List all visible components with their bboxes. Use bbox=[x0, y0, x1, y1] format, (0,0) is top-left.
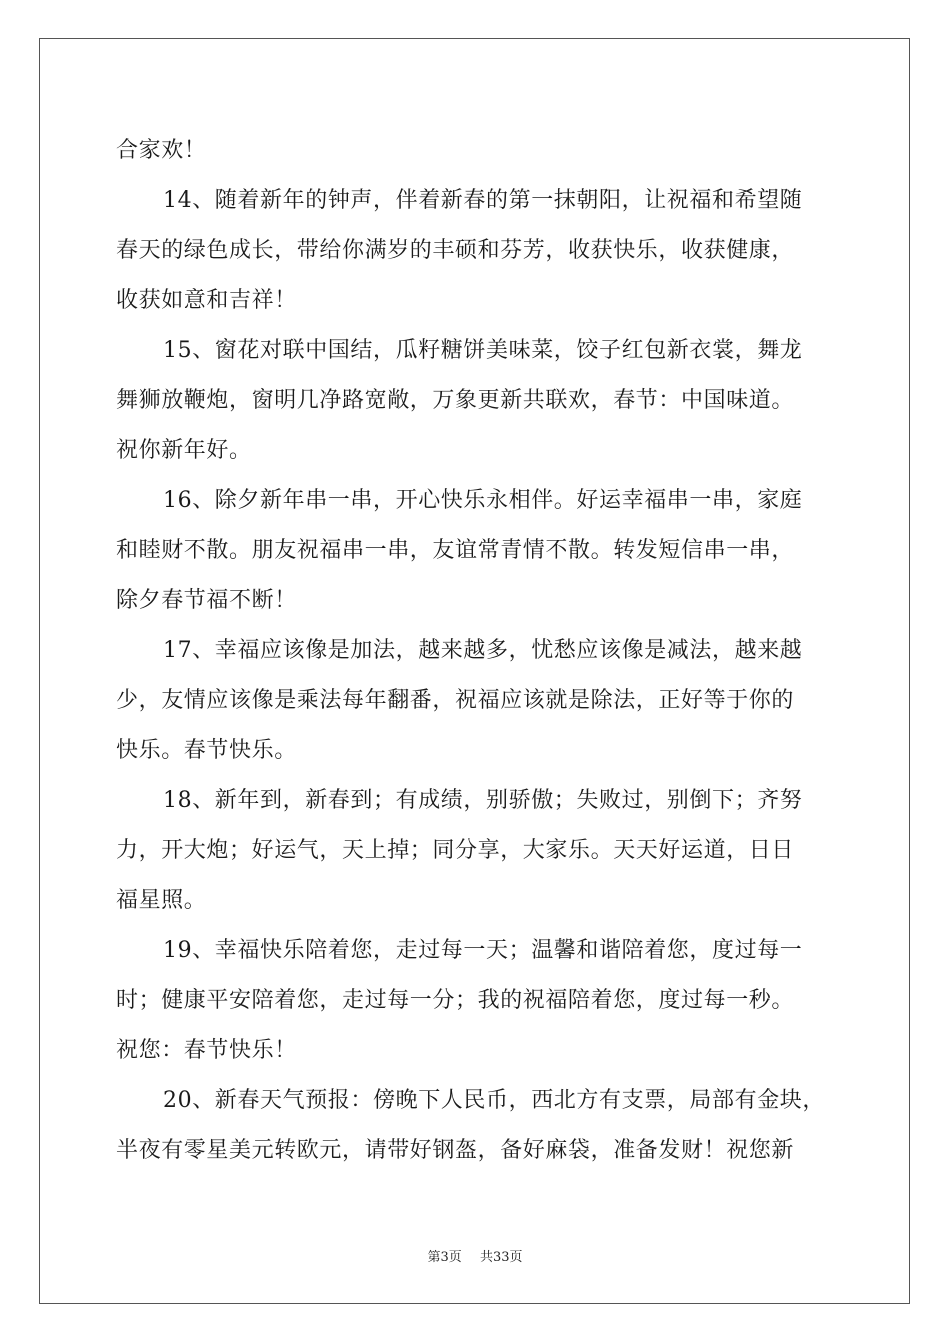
text-line: 时；健康平安陪着您，走过每一分；我的祝福陪着您，度过每一秒。 bbox=[116, 988, 795, 1013]
paragraph bbox=[116, 926, 834, 1076]
text-line: 14、随着新年的钟声，伴着新春的第一抹朝阳，让祝福和希望随 bbox=[163, 188, 803, 213]
paragraph bbox=[116, 476, 834, 626]
text-line: 19、幸福快乐陪着您，走过每一天；温馨和谐陪着您，度过每一 bbox=[163, 938, 803, 963]
text-line: 祝你新年好。 bbox=[116, 438, 252, 463]
page-footer bbox=[0, 1246, 950, 1265]
page-number: 第3页 bbox=[427, 1250, 462, 1265]
text-line: 舞狮放鞭炮，窗明几净路宽敞，万象更新共联欢，春节：中国味道。 bbox=[116, 388, 795, 413]
text-line: 福星照。 bbox=[116, 888, 207, 913]
text-line: 20、新春天气预报：傍晚下人民币，西北方有支票，局部有金块， bbox=[163, 1088, 825, 1113]
text-line: 除夕春节福不断！ bbox=[116, 588, 297, 613]
text-line: 快乐。春节快乐。 bbox=[116, 738, 297, 763]
page-total: 共33页 bbox=[479, 1250, 523, 1265]
text-line: 少，友情应该像是乘法每年翻番，祝福应该就是除法，正好等于你的 bbox=[116, 688, 795, 713]
text-line: 16、除夕新年串一串，开心快乐永相伴。好运幸福串一串，家庭 bbox=[163, 488, 803, 513]
paragraph bbox=[116, 326, 834, 476]
text-line: 15、窗花对联中国结，瓜籽糖饼美味菜，饺子红包新衣裳，舞龙 bbox=[163, 338, 803, 363]
text-line: 18、新年到，新春到；有成绩，别骄傲；失败过，别倒下；齐努 bbox=[163, 788, 803, 813]
document-body bbox=[116, 126, 834, 1176]
text-line: 和睦财不散。朋友祝福串一串，友谊常青情不散。转发短信串一串， bbox=[116, 538, 795, 563]
paragraph bbox=[116, 1076, 834, 1176]
text-line: 半夜有零星美元转欧元，请带好钢盔，备好麻袋，准备发财！祝您新 bbox=[116, 1138, 795, 1163]
text-line: 祝您：春节快乐！ bbox=[116, 1038, 297, 1063]
paragraph bbox=[116, 626, 834, 776]
text-line: 合家欢！ bbox=[116, 138, 207, 163]
paragraph bbox=[116, 126, 834, 176]
paragraph bbox=[116, 776, 834, 926]
paragraph bbox=[116, 176, 834, 326]
text-line: 春天的绿色成长，带给你满岁的丰硕和芬芳，收获快乐，收获健康， bbox=[116, 238, 795, 263]
text-line: 17、幸福应该像是加法，越来越多，忧愁应该像是减法，越来越 bbox=[163, 638, 803, 663]
text-line: 收获如意和吉祥！ bbox=[116, 288, 297, 313]
text-line: 力，开大炮；好运气，天上掉；同分享，大家乐。天天好运道，日日 bbox=[116, 838, 795, 863]
